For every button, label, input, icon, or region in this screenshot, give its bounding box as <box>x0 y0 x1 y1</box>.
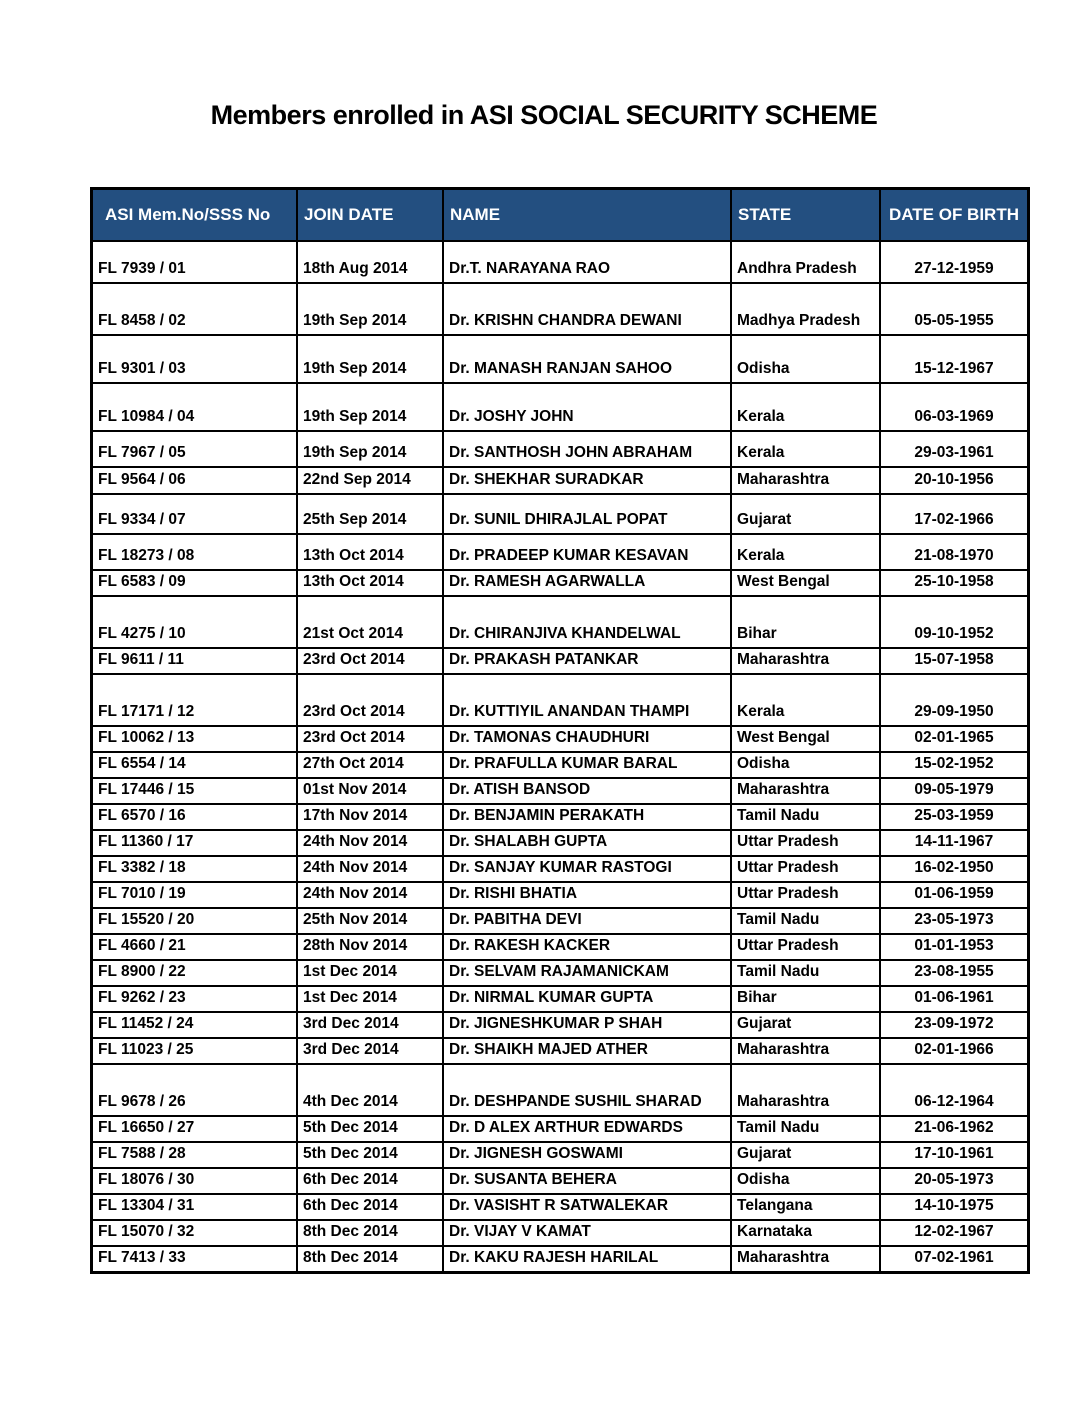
cell-join_date: 18th Aug 2014 <box>297 241 443 283</box>
table-row <box>92 570 1029 596</box>
cell-state: Uttar Pradesh <box>731 830 880 856</box>
cell-dob: 20-10-1956 <box>880 467 1029 494</box>
cell-state: West Bengal <box>731 726 880 752</box>
table-body <box>92 241 1029 1272</box>
cell-dob: 17-10-1961 <box>880 1142 1029 1168</box>
cell-dob: 15-12-1967 <box>880 335 1029 383</box>
cell-mem_no: FL 17171 / 12 <box>92 674 298 726</box>
cell-dob: 23-09-1972 <box>880 1012 1029 1038</box>
header-row <box>92 189 1029 242</box>
cell-join_date: 28th Nov 2014 <box>297 934 443 960</box>
cell-name: Dr. KRISHN CHANDRA DEWANI <box>443 283 731 335</box>
cell-mem_no: FL 7939 / 01 <box>92 241 298 283</box>
cell-name: Dr. RISHI BHATIA <box>443 882 731 908</box>
table-row <box>92 1246 1029 1272</box>
cell-name: Dr. SHAIKH MAJED ATHER <box>443 1038 731 1064</box>
cell-state: Uttar Pradesh <box>731 856 880 882</box>
cell-join_date: 17th Nov 2014 <box>297 804 443 830</box>
cell-dob: 23-05-1973 <box>880 908 1029 934</box>
cell-join_date: 23rd Oct 2014 <box>297 726 443 752</box>
cell-state: Maharashtra <box>731 778 880 804</box>
table-row <box>92 1064 1029 1116</box>
table-row <box>92 726 1029 752</box>
cell-name: Dr. KAKU RAJESH HARILAL <box>443 1246 731 1272</box>
cell-state: Gujarat <box>731 1012 880 1038</box>
table-row <box>92 1012 1029 1038</box>
cell-dob: 05-05-1955 <box>880 283 1029 335</box>
cell-state: Maharashtra <box>731 1246 880 1272</box>
cell-state: Tamil Nadu <box>731 960 880 986</box>
column-header-dob: DATE OF BIRTH <box>880 189 1029 242</box>
cell-state: Gujarat <box>731 494 880 534</box>
cell-dob: 12-02-1967 <box>880 1220 1029 1246</box>
cell-name: Dr. SELVAM RAJAMANICKAM <box>443 960 731 986</box>
table-row <box>92 908 1029 934</box>
table-row <box>92 882 1029 908</box>
cell-join_date: 6th Dec 2014 <box>297 1194 443 1220</box>
table-row <box>92 934 1029 960</box>
cell-mem_no: FL 4275 / 10 <box>92 596 298 648</box>
cell-mem_no: FL 9334 / 07 <box>92 494 298 534</box>
cell-join_date: 23rd Oct 2014 <box>297 648 443 674</box>
cell-mem_no: FL 13304 / 31 <box>92 1194 298 1220</box>
cell-dob: 09-05-1979 <box>880 778 1029 804</box>
cell-state: Maharashtra <box>731 1064 880 1116</box>
cell-state: Karnataka <box>731 1220 880 1246</box>
cell-state: Tamil Nadu <box>731 804 880 830</box>
cell-name: Dr. MANASH RANJAN SAHOO <box>443 335 731 383</box>
cell-join_date: 19th Sep 2014 <box>297 383 443 431</box>
cell-dob: 15-02-1952 <box>880 752 1029 778</box>
cell-dob: 01-06-1961 <box>880 986 1029 1012</box>
cell-name: Dr. PRADEEP KUMAR KESAVAN <box>443 534 731 570</box>
table-row <box>92 856 1029 882</box>
cell-name: Dr. PRAFULLA KUMAR BARAL <box>443 752 731 778</box>
table-row <box>92 494 1029 534</box>
cell-state: Kerala <box>731 534 880 570</box>
cell-name: Dr. CHIRANJIVA KHANDELWAL <box>443 596 731 648</box>
cell-mem_no: FL 17446 / 15 <box>92 778 298 804</box>
table-row <box>92 986 1029 1012</box>
cell-state: Telangana <box>731 1194 880 1220</box>
table-row <box>92 778 1029 804</box>
table-row <box>92 674 1029 726</box>
column-header-join_date: JOIN DATE <box>297 189 443 242</box>
cell-state: Uttar Pradesh <box>731 934 880 960</box>
cell-name: Dr. NIRMAL KUMAR GUPTA <box>443 986 731 1012</box>
cell-join_date: 24th Nov 2014 <box>297 856 443 882</box>
cell-mem_no: FL 7588 / 28 <box>92 1142 298 1168</box>
cell-state: Tamil Nadu <box>731 1116 880 1142</box>
cell-name: Dr. D ALEX ARTHUR EDWARDS <box>443 1116 731 1142</box>
cell-dob: 17-02-1966 <box>880 494 1029 534</box>
table-row <box>92 1142 1029 1168</box>
cell-mem_no: FL 15520 / 20 <box>92 908 298 934</box>
table-row <box>92 534 1029 570</box>
cell-join_date: 25th Sep 2014 <box>297 494 443 534</box>
cell-dob: 09-10-1952 <box>880 596 1029 648</box>
cell-name: Dr. KUTTIYIL ANANDAN THAMPI <box>443 674 731 726</box>
cell-state: Bihar <box>731 986 880 1012</box>
cell-state: Maharashtra <box>731 648 880 674</box>
cell-name: Dr. JIGNESHKUMAR P SHAH <box>443 1012 731 1038</box>
cell-dob: 29-09-1950 <box>880 674 1029 726</box>
cell-state: Odisha <box>731 1168 880 1194</box>
cell-mem_no: FL 11452 / 24 <box>92 1012 298 1038</box>
cell-state: Kerala <box>731 431 880 467</box>
table-row <box>92 241 1029 283</box>
cell-dob: 14-10-1975 <box>880 1194 1029 1220</box>
cell-state: Gujarat <box>731 1142 880 1168</box>
cell-join_date: 3rd Dec 2014 <box>297 1012 443 1038</box>
cell-join_date: 25th Nov 2014 <box>297 908 443 934</box>
cell-dob: 01-01-1953 <box>880 934 1029 960</box>
cell-name: Dr. RAMESH AGARWALLA <box>443 570 731 596</box>
cell-name: Dr. JIGNESH GOSWAMI <box>443 1142 731 1168</box>
cell-mem_no: FL 15070 / 32 <box>92 1220 298 1246</box>
table-row <box>92 804 1029 830</box>
table-row <box>92 283 1029 335</box>
cell-join_date: 19th Sep 2014 <box>297 431 443 467</box>
cell-dob: 20-05-1973 <box>880 1168 1029 1194</box>
cell-name: Dr. PRAKASH PATANKAR <box>443 648 731 674</box>
cell-mem_no: FL 6570 / 16 <box>92 804 298 830</box>
cell-state: Maharashtra <box>731 1038 880 1064</box>
cell-name: Dr. SHALABH GUPTA <box>443 830 731 856</box>
cell-mem_no: FL 7413 / 33 <box>92 1246 298 1272</box>
cell-join_date: 19th Sep 2014 <box>297 283 443 335</box>
cell-dob: 21-06-1962 <box>880 1116 1029 1142</box>
table-row <box>92 830 1029 856</box>
cell-dob: 25-10-1958 <box>880 570 1029 596</box>
cell-mem_no: FL 10062 / 13 <box>92 726 298 752</box>
cell-join_date: 5th Dec 2014 <box>297 1116 443 1142</box>
cell-mem_no: FL 16650 / 27 <box>92 1116 298 1142</box>
cell-join_date: 19th Sep 2014 <box>297 335 443 383</box>
cell-state: Madhya Pradesh <box>731 283 880 335</box>
cell-dob: 06-03-1969 <box>880 383 1029 431</box>
cell-state: West Bengal <box>731 570 880 596</box>
cell-join_date: 24th Nov 2014 <box>297 830 443 856</box>
cell-name: Dr.T. NARAYANA RAO <box>443 241 731 283</box>
cell-join_date: 1st Dec 2014 <box>297 986 443 1012</box>
cell-join_date: 22nd Sep 2014 <box>297 467 443 494</box>
cell-mem_no: FL 9564 / 06 <box>92 467 298 494</box>
cell-join_date: 13th Oct 2014 <box>297 534 443 570</box>
cell-name: Dr. PABITHA DEVI <box>443 908 731 934</box>
table-row <box>92 431 1029 467</box>
cell-state: Kerala <box>731 383 880 431</box>
cell-dob: 23-08-1955 <box>880 960 1029 986</box>
table-row <box>92 467 1029 494</box>
cell-name: Dr. DESHPANDE SUSHIL SHARAD <box>443 1064 731 1116</box>
cell-dob: 29-03-1961 <box>880 431 1029 467</box>
cell-join_date: 1st Dec 2014 <box>297 960 443 986</box>
cell-join_date: 8th Dec 2014 <box>297 1246 443 1272</box>
table-header <box>92 189 1029 242</box>
cell-name: Dr. SUSANTA BEHERA <box>443 1168 731 1194</box>
page-title: Members enrolled in ASI SOCIAL SECURITY SCHEME <box>210 100 878 130</box>
cell-dob: 02-01-1965 <box>880 726 1029 752</box>
cell-join_date: 21st Oct 2014 <box>297 596 443 648</box>
cell-dob: 25-03-1959 <box>880 804 1029 830</box>
cell-dob: 14-11-1967 <box>880 830 1029 856</box>
cell-join_date: 23rd Oct 2014 <box>297 674 443 726</box>
cell-dob: 07-02-1961 <box>880 1246 1029 1272</box>
cell-mem_no: FL 9678 / 26 <box>92 1064 298 1116</box>
cell-dob: 16-02-1950 <box>880 856 1029 882</box>
cell-dob: 21-08-1970 <box>880 534 1029 570</box>
cell-state: Bihar <box>731 596 880 648</box>
cell-dob: 15-07-1958 <box>880 648 1029 674</box>
cell-name: Dr. BENJAMIN PERAKATH <box>443 804 731 830</box>
cell-dob: 01-06-1959 <box>880 882 1029 908</box>
column-header-name: NAME <box>443 189 731 242</box>
cell-name: Dr. VASISHT R SATWALEKAR <box>443 1194 731 1220</box>
table-row <box>92 960 1029 986</box>
cell-join_date: 13th Oct 2014 <box>297 570 443 596</box>
cell-join_date: 8th Dec 2014 <box>297 1220 443 1246</box>
cell-state: Andhra Pradesh <box>731 241 880 283</box>
cell-name: Dr. SHEKHAR SURADKAR <box>443 467 731 494</box>
cell-join_date: 24th Nov 2014 <box>297 882 443 908</box>
cell-mem_no: FL 6554 / 14 <box>92 752 298 778</box>
cell-mem_no: FL 8900 / 22 <box>92 960 298 986</box>
cell-state: Uttar Pradesh <box>731 882 880 908</box>
cell-join_date: 3rd Dec 2014 <box>297 1038 443 1064</box>
cell-name: Dr. SANTHOSH JOHN ABRAHAM <box>443 431 731 467</box>
cell-name: Dr. TAMONAS CHAUDHURI <box>443 726 731 752</box>
table-row <box>92 1116 1029 1142</box>
table-row <box>92 1038 1029 1064</box>
cell-mem_no: FL 4660 / 21 <box>92 934 298 960</box>
table-row <box>92 1220 1029 1246</box>
cell-join_date: 01st Nov 2014 <box>297 778 443 804</box>
cell-name: Dr. VIJAY V KAMAT <box>443 1220 731 1246</box>
cell-mem_no: FL 6583 / 09 <box>92 570 298 596</box>
cell-mem_no: FL 11023 / 25 <box>92 1038 298 1064</box>
members-table <box>90 187 1030 1274</box>
cell-mem_no: FL 18273 / 08 <box>92 534 298 570</box>
cell-join_date: 27th Oct 2014 <box>297 752 443 778</box>
cell-mem_no: FL 9262 / 23 <box>92 986 298 1012</box>
cell-name: Dr. ATISH BANSOD <box>443 778 731 804</box>
table-row <box>92 648 1029 674</box>
cell-name: Dr. SANJAY KUMAR RASTOGI <box>443 856 731 882</box>
column-header-mem_no: ASI Mem.No/SSS No <box>92 189 298 242</box>
table-row <box>92 596 1029 648</box>
cell-state: Maharashtra <box>731 467 880 494</box>
cell-mem_no: FL 10984 / 04 <box>92 383 298 431</box>
cell-name: Dr. RAKESH KACKER <box>443 934 731 960</box>
table-row <box>92 383 1029 431</box>
cell-join_date: 4th Dec 2014 <box>297 1064 443 1116</box>
cell-state: Odisha <box>731 752 880 778</box>
cell-dob: 02-01-1966 <box>880 1038 1029 1064</box>
cell-mem_no: FL 9611 / 11 <box>92 648 298 674</box>
cell-mem_no: FL 7010 / 19 <box>92 882 298 908</box>
cell-dob: 27-12-1959 <box>880 241 1029 283</box>
cell-mem_no: FL 11360 / 17 <box>92 830 298 856</box>
table-row <box>92 1194 1029 1220</box>
column-header-state: STATE <box>731 189 880 242</box>
cell-mem_no: FL 8458 / 02 <box>92 283 298 335</box>
cell-state: Kerala <box>731 674 880 726</box>
cell-dob: 06-12-1964 <box>880 1064 1029 1116</box>
cell-mem_no: FL 3382 / 18 <box>92 856 298 882</box>
cell-mem_no: FL 9301 / 03 <box>92 335 298 383</box>
cell-join_date: 5th Dec 2014 <box>297 1142 443 1168</box>
cell-mem_no: FL 7967 / 05 <box>92 431 298 467</box>
cell-name: Dr. JOSHY JOHN <box>443 383 731 431</box>
table-row <box>92 1168 1029 1194</box>
cell-mem_no: FL 18076 / 30 <box>92 1168 298 1194</box>
cell-join_date: 6th Dec 2014 <box>297 1168 443 1194</box>
cell-state: Odisha <box>731 335 880 383</box>
table-row <box>92 335 1029 383</box>
cell-state: Tamil Nadu <box>731 908 880 934</box>
table-row <box>92 752 1029 778</box>
cell-name: Dr. SUNIL DHIRAJLAL POPAT <box>443 494 731 534</box>
